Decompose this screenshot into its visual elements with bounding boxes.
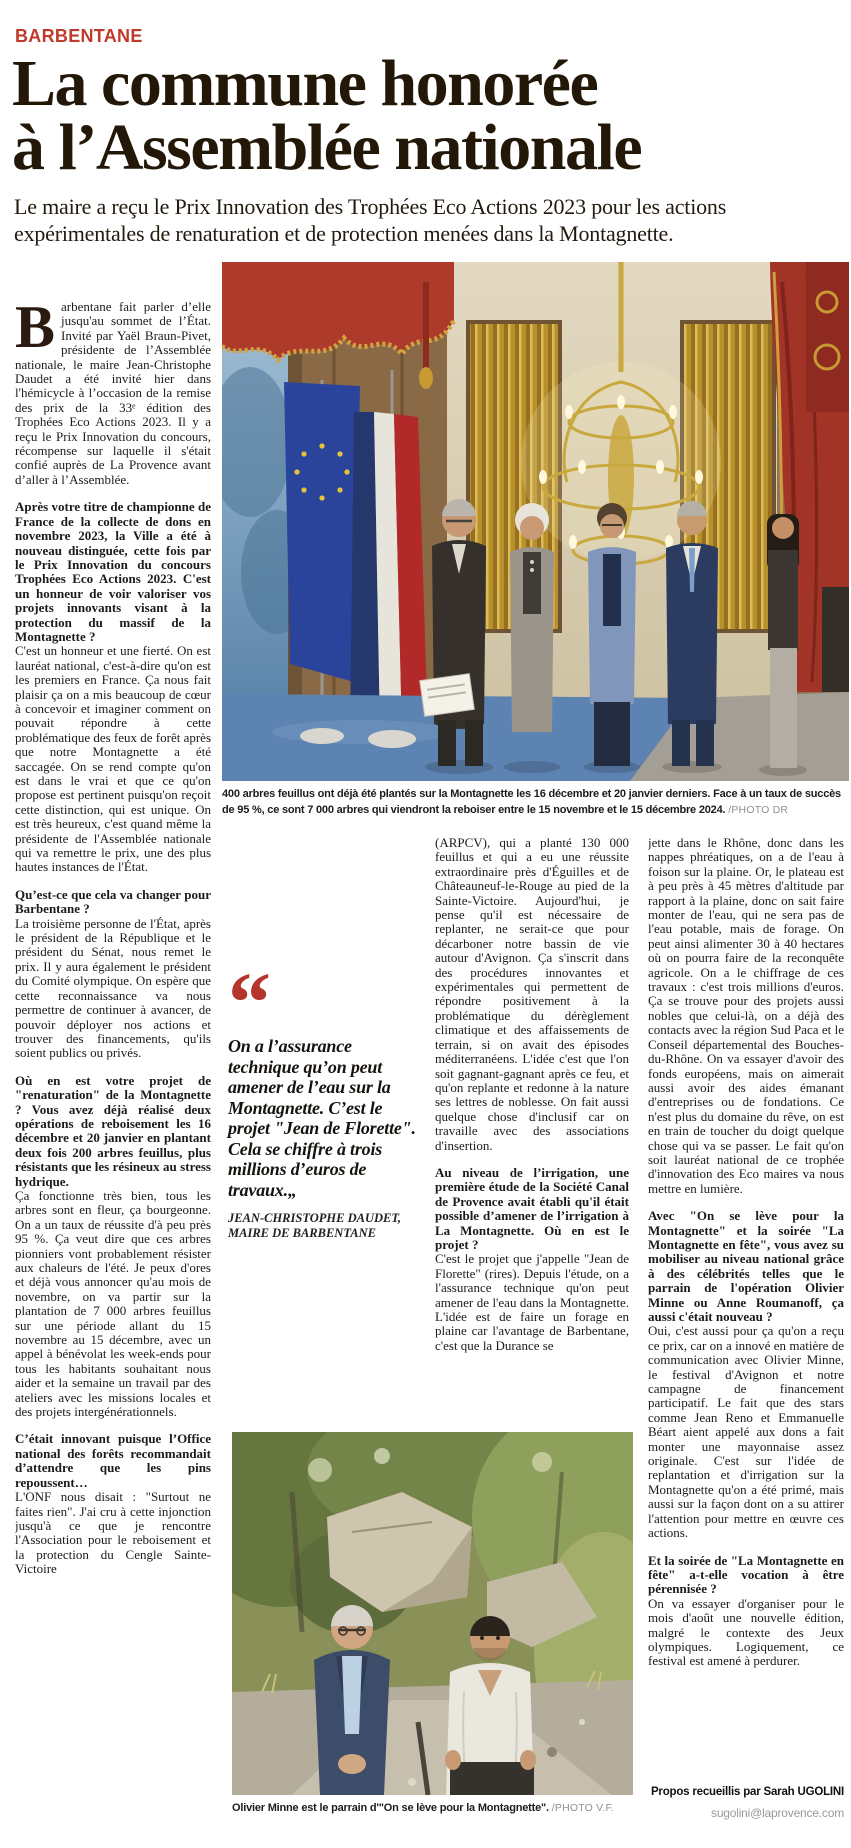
interview-question: Qu’est-ce que cela va changer pour Barbentane ? <box>15 886 211 917</box>
pull-quote-author <box>228 1211 422 1241</box>
standfirst: Le maire a reçu le Prix Innovation des Trophées Eco Actions 2023 pour les actions expérimentales de renaturation et de protection menées dans la Montagnette. <box>14 194 727 246</box>
bottom-photo <box>232 1432 633 1795</box>
byline: Propos recueillis par Sarah UGOLINI <box>650 1786 844 1798</box>
interview-answer: C'est un honneur et une fierté. On est lauréat national, c'est-à-dire qu'on est les premiers en France. Ça nous fait plaisir ça on a mis beaucoup de cœur à concevoir et imaginer comment on pouvait répondre à cette problématique des feux de forêt après que notre Montagnette a été saccagée. On se rend compte qu'on est dans le vrai et que ce qu'on propose est pertinent puisqu'on reçoit cette distinction, qui est unique. On est très heureux, c'est quand même la présidente de l'Assemblée nationale qui va remettre le prix, une des plus hautes instances de l'État. <box>15 643 211 875</box>
main-photo-illustration <box>222 262 849 781</box>
pull-quote <box>228 954 422 1241</box>
section-kicker: BARBENTANE <box>15 26 143 46</box>
page-title <box>12 47 642 184</box>
quote-author-role: MAIRE DE BARBENTANE <box>228 1226 376 1240</box>
photo-credit: /PHOTO DR <box>728 804 789 816</box>
pull-quote-text: On a l’assurance technique qu’on peut amener de l’eau sur la Montagnette. C’est le projet "Jean de Florette". Cela se chiffre à trois millions d’euros de travaux.„ <box>228 1036 416 1200</box>
quote-author-name: JEAN-CHRISTOPHE DAUDET, <box>228 1211 401 1225</box>
lead-text: arbentane fait parler d’elle jusqu'au sommet de l’État. Invité par Yaël Braun-Pivet, présidente de l’Assemblée nationale, le maire Jean-Christophe Daudet a été invité hier dans l'hémicycle à l’occasion de la remise des prix de la 33ᵉ édition des Trophées Eco Actions 2023. Il y a reçu le Prix Innovation du concours, récompense sur laquelle il s'était confié auprès de La Provence avant d’aller à l’Assemblée. <box>15 300 211 487</box>
article-column-3 <box>435 836 629 1428</box>
interview-question: Et la soirée de "La Montagnette en fête" a-t-elle vocation à être pérennisée ? <box>648 1552 844 1597</box>
interview-answer: C'est le projet que j'appelle "Jean de Florette" (rires). Depuis l'étude, on a l'assurance technique qu'on peut amener de l'eau dans la Montagnette. L'idée est de faire un forage en plaine car l'avantage de Barbentane, c'est que la Durance se <box>435 1251 629 1353</box>
main-photo <box>222 262 849 781</box>
quote-mark-icon: “ <box>228 954 271 1050</box>
headline-line2: à l’Assemblée nationale <box>12 111 642 184</box>
bottom-photo-illustration <box>232 1432 633 1795</box>
interview-question: Où en est votre projet de "renaturation" de la Montagnette ? Vous avez déjà réalisé deux opérations de reboisement les 16 décembre et 20 janvier en plantant deux fois 200 arbres feuillus, plus résistants que les résineux au stress hydrique. <box>15 1072 211 1189</box>
interview-answer: On va essayer d'organiser pour le mois d'août une nouvelle édition, malgré le contexte des Jeux olympiques. Logiquement, ce festival est amené à perdurer. <box>648 1595 844 1669</box>
bottom-photo-caption <box>232 1800 702 1816</box>
main-photo-caption <box>222 786 849 818</box>
interview-answer: (ARPCV), qui a planté 130 000 feuillus et qui a eu une réussite extraordinaire près d'Éguilles et de Châteauneuf-le-Rouge au pied de la Sainte-Victoire. Aujourd'hui, je pense qu'il est nécessaire de replanter, ne serait-ce que pour décarboner notre bassin de vie autour d'Avignon. Ça s'inscrit dans des procédures innovantes et expérimentales qui permettent de répondre positivement à la problématique du dérèglement climatique et des affaissements de terrain, si on avait des épisodes méditerranéens. L'idée c'est que l'on soit gagnant-gagnant après ce feu, et qu'on replante et redonne à la nature ses lettres de noblesse. On fait aussi quelque chose d'inclusif car on travaille avec des associations d'insertion. <box>435 836 629 1153</box>
article-column-4 <box>648 836 844 1784</box>
interview-answer: Ça fonctionne très bien, tous les arbres sont en fleur, ça bourgeonne. On a un taux de réussite d'à peu près 95 %. Ça veut dire que ces arbres pionniers vont probablement résister aux chaleurs de l'été. Je peux d'ores et déjà vous annoncer qu'au mois de novembre, on va partir sur la plantation de 7 000 arbres feuillus sur une période allant du 15 novembre au 15 décembre, avec un appel à bénévolat les week-ends pour tous les habitants souhaitant nous aider et la semaine un travail par des ateliers avec les missions locales et des projets intergénérationnels. <box>15 1187 211 1420</box>
photo-credit: /PHOTO V.F. <box>551 1802 615 1814</box>
author-email: sugolini@laprovence.com <box>711 1806 844 1820</box>
interview-answer: La troisième personne de l'État, après le président de la République et le président du Sénat, nous remet le prix. Il y aura également le président du Comité olympique. On espère que cette reconnaissance va nous permettre de continuer à avancer, de pouvoir déployer nos actions et trouver des financements, qu'ils soient publics ou privés. <box>15 915 211 1061</box>
interview-answer: L'ONF nous disait : "Surtout ne faites rien". J'ai cru à cette injonction jusqu'à ce que je rencontre l'Association pour le reboisement et la protection du Cengle Sainte-Victoire <box>15 1489 211 1577</box>
caption-text: 400 arbres feuillus ont déjà été plantés sur la Montagnette les 16 décembre et 20 janvier derniers. Face à un taux de succès de 95 %, ce sont 7 000 arbres qui viendront la reboiser entre le 15 novembre et le 15 décembre 2024. <box>222 788 841 816</box>
interview-question: Au niveau de l’irrigation, une première étude de la Société Canal de Provence avait établi qu'il était possible d’amener de l’irrigation à La Montagnette. Où en est le projet ? <box>435 1164 629 1252</box>
interview-answer: Oui, c'est aussi pour ça qu'on a reçu ce prix, car on a innové en matière de communication avec Olivier Minne, le festival d'Avignon et notre campagne de financement participatif. Le fait que des stars comme Jean Reno et Emmanuelle Béart aient appelé aux dons a fait monter une mayonnaise assez originale. C'est sur l'idée de replantation et d'irrigation sur la Montagnette qu'on a été primé, mais aussi sur la façon dont on a su attirer l'attention pour mettre en œuvre ces actions. <box>648 1323 844 1541</box>
speaker-box <box>822 587 849 692</box>
caption-text: Olivier Minne est le parrain d'"On se lève pour la Montagnette". <box>232 1802 549 1814</box>
interview-question: Avec "On se lève pour la Montagnette" et la soirée "La Montagnette en fête", vous avez su mobiliser au niveau national grâce à des célébrités telles que le parrain de l'opération Olivier Minne ou Anne Roumanoff, ça aussi c'était nouveau ? <box>648 1208 844 1324</box>
headline-line1: La commune honorée <box>12 47 598 120</box>
interview-question: Après votre titre de championne de France de la collecte de dons en novembre 2023, la Ville a été à nouveau distinguée, cette fois par le Prix Innovation du concours Trophées Eco Actions 2023. C'est un honneur de voir valoriser vos projets innovants visant à la protection du massif de la Montagnette ? <box>15 499 211 644</box>
drop-cap: B <box>15 300 56 360</box>
interview-answer: jette dans le Rhône, donc dans les nappes phréatiques, on a de l'eau à foison sur la plaine. Or, le plateau est à peu près à 45 mètres d'altitude par rapport à la plaine, donc on sait faire monter de l'eau, qui ne sera pas de l'eau potable, mais de forage. On peut ainsi alimenter 30 à 40 hectares où on pourra faire de la reconquête agricole. On a le chiffrage de ces travaux : c'est trois millions d'euros. Ça se trouve pour des projets aussi nobles que celui-là, on a déjà des contacts avec la région Sud Paca et le Conseil départemental des Bouches-du-Rhône. On va essayer d'avoir des fonds européens, mais on aimerait aussi avoir des aides émanant d'entreprises ou de fondations. Ce n'est plus du domaine du rêve, on est en train de toucher du doigt quelque chose qui va se passer. Le fait qu'on soit lauréat national de ce trophée d'innovation des Eco maires va nous mettre en lumière. <box>648 836 844 1196</box>
article-column-1 <box>15 300 211 1816</box>
lead-paragraph <box>15 300 211 487</box>
interview-question: C’était innovant puisque l’Office national des forêts recommandait d’attendre que les pins repoussent… <box>15 1431 211 1490</box>
